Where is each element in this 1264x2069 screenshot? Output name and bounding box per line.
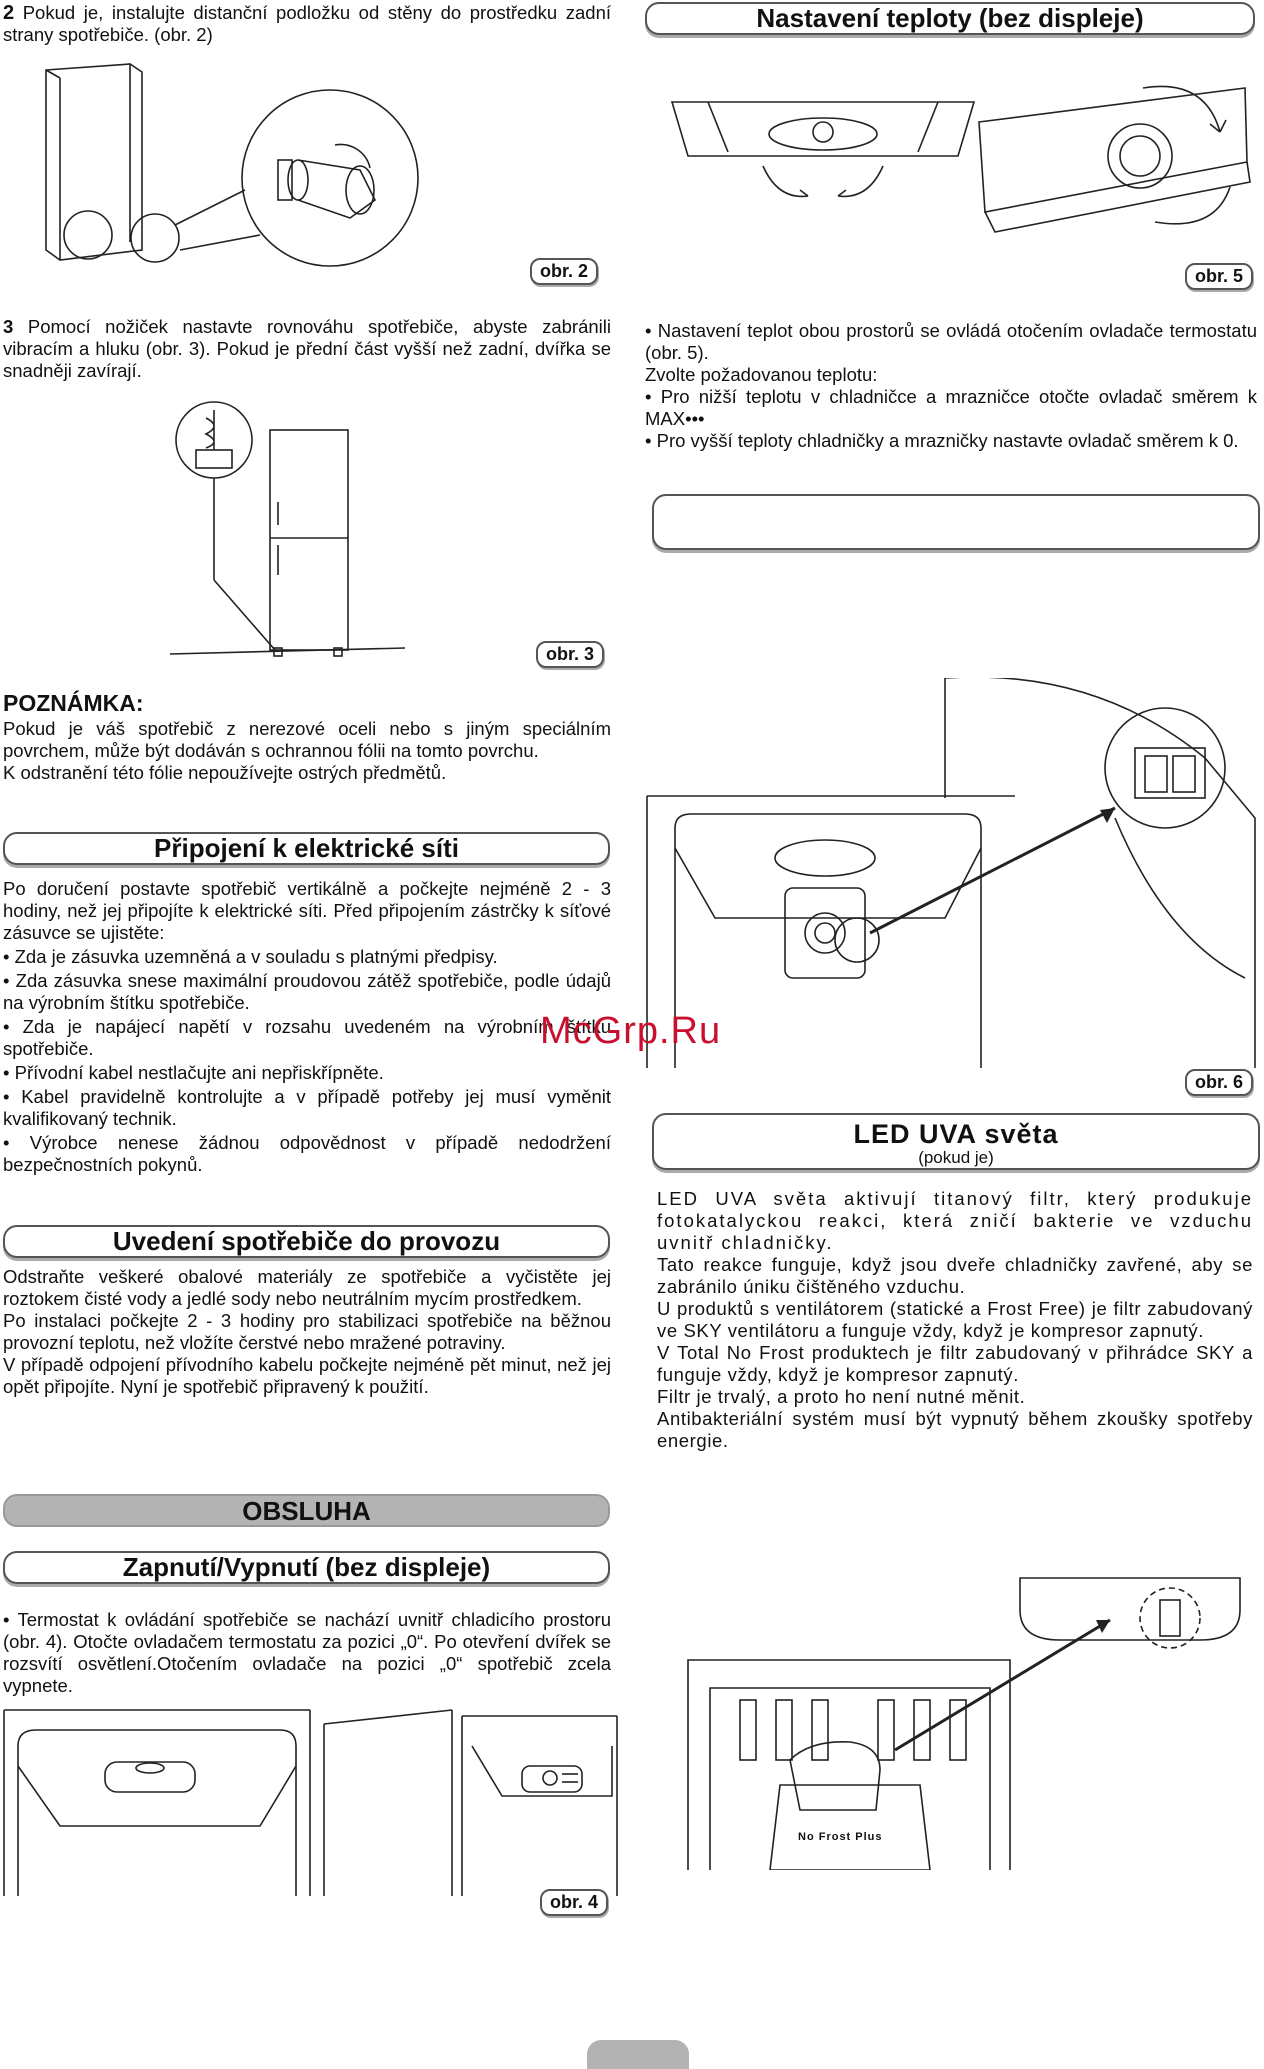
onoff-body: • Termostat k ovládání spotřebiče se nachází uvnitř chladicího prostoru (obr. 4). Otočte ovladačem termostatu za pozici „0“. Po otevření dvířek se rozsvítí osvětlení.Otočením ovladače na pozici „0“ spotřebič zcela vypnete. [3, 1609, 611, 1697]
power-heading: Připojení k elektrické síti [3, 832, 610, 865]
step2-number: 2 [3, 2, 15, 24]
led-para-1: LED UVA světa aktivují titanový filtr, který produkuje fotokatalyckou reakci, která zničí bakterie ve vzduchu uvnitř chladničky. [657, 1188, 1253, 1253]
note-line-1: Pokud je váš spotřebič z nerezové oceli nebo s jiným speciálním povrchem, může být dodáván s ochrannou fólii na tomto povrchu. [3, 718, 611, 761]
watermark: McGrp.Ru [540, 1010, 722, 1052]
power-bullet-1: • Zda je zásuvka uzemněná a v souladu s platnými předpisy. [3, 946, 611, 968]
start-text [3, 1266, 611, 1398]
temp-text [645, 320, 1257, 452]
obsluha-heading: OBSLUHA [3, 1494, 610, 1527]
step2-body: Pokud je, instalujte distanční podložku od stěny do prostředku zadní strany spotřebiče. (obr. 2) [3, 2, 612, 45]
power-bullet-4: • Přívodní kabel nestlačujte ani nepřiskřípněte. [3, 1062, 611, 1084]
step3-body: Pomocí nožiček nastavte rovnováhu spotřebiče, abyste zabránili vibracím a hluku (obr. 3). Pokud je přední část vyšší než zadní, dvířka se snadněji zavírají. [3, 316, 611, 381]
fig7-illustration [680, 1570, 1255, 1870]
fig2-label: obr. 2 [530, 258, 598, 285]
empty-heading-box [652, 494, 1260, 550]
temp-bullet-1-dots: ••• [685, 408, 705, 429]
fig6-label: obr. 6 [1185, 1069, 1253, 1096]
fig6-illustration [645, 678, 1260, 1078]
step3-text [3, 316, 611, 382]
led-para-4: V Total No Frost produktech je filtr zabudovaný v přihrádce SKY a funguje vždy, když je kompresor zapnutý. [657, 1342, 1253, 1385]
power-bullet-3: • Zda je napájecí napětí v rozsahu uvedeném na výrobním štítku spotřebiče. [3, 1016, 611, 1060]
fig2-illustration [30, 60, 430, 270]
temp-heading: Nastavení teploty (bez displeje) [645, 2, 1255, 35]
fig5-illustration-left [668, 96, 978, 206]
fig3-label: obr. 3 [536, 641, 604, 668]
note-title: POZNÁMKA: [3, 690, 144, 716]
note-line-2: K odstranění této fólie nepoužívejte ostrých předmětů. [3, 762, 447, 783]
fig4-label: obr. 4 [540, 1889, 608, 1916]
temp-bullet-2: • Pro vyšší teploty chladničky a mrazničky nastavte ovladač směrem k 0. [645, 430, 1257, 452]
led-para-3: U produktů s ventilátorem (statické a Frost Free) je filtr zabudovaný ve SKY ventilátoru a funguje vždy, když je kompresor zapnutý. [657, 1298, 1253, 1341]
fig4-illustration-left [0, 1706, 318, 1902]
power-bullet-6: • Výrobce nenese žádnou odpovědnost v případě nedodržení bezpečnostních pokynů. [3, 1132, 611, 1176]
page-number-tab [587, 2040, 689, 2069]
power-bullet-2: • Zda zásuvka snese maximální proudovou zátěž spotřebiče, podle údajů na výrobním štítku spotřebiče. [3, 970, 611, 1014]
power-text [3, 878, 611, 1176]
led-subtitle: (pokud je) [918, 1148, 994, 1167]
led-heading: LED UVA světa [853, 1119, 1059, 1149]
fig3-illustration [170, 390, 420, 665]
power-intro: Po doručení postavte spotřebič vertikálně a počkejte nejméně 2 - 3 hodiny, než jej připojíte k elektrické síti. Před připojením zástrčky k síťové zásuvce se ujistěte: [3, 878, 611, 943]
led-para-6: Antibakteriální systém musí být vypnutý během zkoušky spotřeby energie. [657, 1408, 1253, 1451]
no-frost-panel-label: No Frost Plus [798, 1831, 883, 1843]
onoff-heading: Zapnutí/Vypnutí (bez displeje) [3, 1551, 610, 1584]
onoff-text [3, 1609, 611, 1697]
led-para-5: Filtr je trvalý, a proto ho není nutné měnit. [657, 1386, 1026, 1407]
temp-bullet-1 [645, 386, 1257, 430]
led-text [657, 1188, 1253, 1452]
led-heading-box [652, 1113, 1260, 1170]
fig5-illustration-right [975, 82, 1255, 242]
start-para-1: Odstraňte veškeré obalové materiály ze spotřebiče a vyčistěte jej roztokem čisté vody a jedlé sody nebo neutrálním mycím prostředkem. [3, 1266, 611, 1309]
led-para-2: Tato reakce funguje, když jsou dveře chladničky zavřené, aby se zabránilo úniku čištěného vzduchu. [657, 1254, 1253, 1297]
power-bullet-5: • Kabel pravidelně kontrolujte a v případě potřeby jej musí vyměnit kvalifikovaný technik. [3, 1086, 611, 1130]
step3-number: 3 [3, 316, 14, 337]
temp-bullet-1-text: • Pro nižší teplotu v chladničce a mrazničce otočte ovladač směrem k MAX [645, 386, 1257, 429]
start-heading: Uvedení spotřebiče do provozu [3, 1225, 610, 1258]
fig5-label: obr. 5 [1185, 263, 1253, 290]
fig4-illustration-right [322, 1706, 622, 1902]
start-para-3: V případě odpojení přívodního kabelu počkejte nejméně pět minut, než jej opět připojíte. Nyní je spotřebič připravený k použití. [3, 1354, 611, 1397]
temp-line-1: • Nastavení teplot obou prostorů se ovládá otočením ovladače termostatu (obr. 5). [645, 320, 1257, 364]
step2-text [3, 2, 611, 46]
temp-line-2: Zvolte požadovanou teplotu: [645, 364, 878, 385]
start-para-2: Po instalaci počkejte 2 - 3 hodiny pro stabilizaci spotřebiče na běžnou provozní teplotu, než vložíte čerstvé nebo mražené potraviny. [3, 1310, 611, 1353]
note-text [3, 718, 611, 784]
